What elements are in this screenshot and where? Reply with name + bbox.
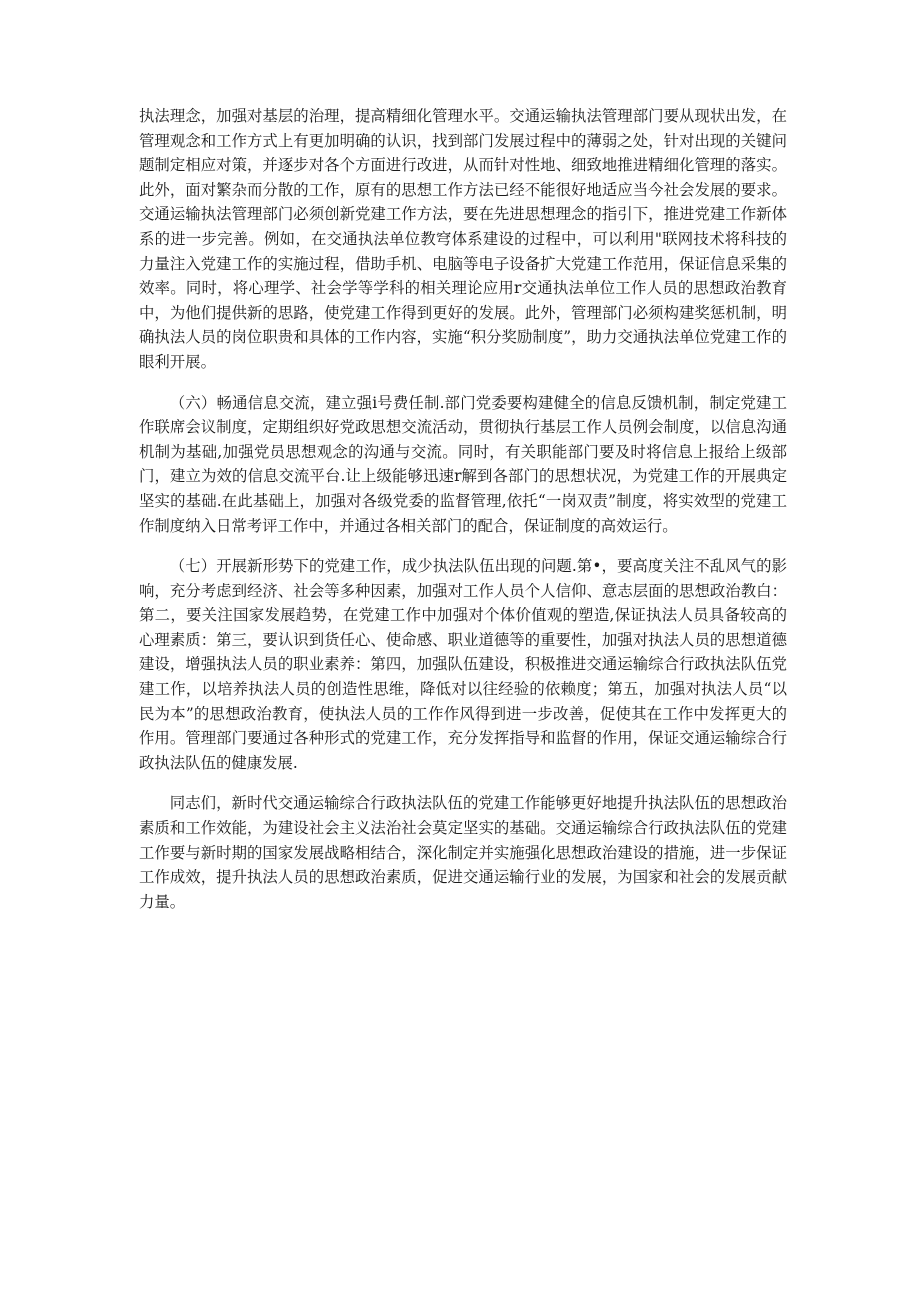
paragraph-4: 同志们，新时代交通运输综合行政执法队伍的党建工作能够更好地提升执法队伍的思想政治素质和工作效能，为建设社会主义法治社会莫定坚实的基础。交通运输综合行政执法队伍的党建工作要与新时期的国家发展战略相结合，深化制定并实施强化思想政治建设的措施，进一步保证工作成效，提升执法人员的思想政治素质，促进交通运输行业的发展，为国家和社会的发展贡献力量。	[139, 794, 787, 911]
paragraph-2: （六）畅通信息交流，建立强i号费任制.部门党委要构建健全的信息反馈机制，制定党建工作联席会议制度，定期组织好党政思想交流活动，贯彻执行基层工作人员例会制度，以信息沟通机制为基础,加强党员思想观念的沟通与交流。同时，有关职能部门要及时将信息上报给上级部门，建立为效的信息交流平台.让上级能够迅速r解到各部门的思想状况，为党建工作的开展典定坚实的基础.在此基础上，加强对各级党委的监督管理,依托“一岗双责”制度，将实效型的党建工作制度纳入日常考评工作中，并通过各相关部门的配合，保证制度的高效运行。	[139, 393, 787, 535]
paragraph-3: （七）开展新形势下的党建工作，成少执法队伍出现的问题.第•，要高度关注不乱风气的影响，充分考虑到经济、社会等多种因素，加强对工作人员个人信仰、意志层面的思想政治教白：第二，要关注国家发展趋势，在党建工作中加强对个体价值观的塑造,保证执法人员具备较高的心理素质：第三，要认识到货任心、使命感、职业道德等的重要性，加强对执法人员的思想道德建设，增强执法人员的职业素养：第四，加强队伍建设，积极推进交通运输综合行政执法队伍党建工作，以培养执法人员的创造性思维，降低对以往经验的依赖度；第五，加强对执法人员“以民为本”的思想政治教育，使执法人员的工作作风得到进一步改善，促使其在工作中发挥更大的作用。管理部门要通过各种形式的党建工作，充分发挥指导和监督的作用，保证交通运输综合行政执法队伍的健康发展.	[139, 557, 787, 772]
paragraph-1: 执法理念，加强对基层的治理，提高精细化管理水平。交通运输执法管理部门要从现状出发，在管理观念和工作方式上有更加明确的认识，找到部门发展过程中的薄弱之处，针对出现的关键问题制定相应对策，并逐步对各个方面进行改进，从而针对性地、细致地推进精细化管理的落实。此外，面对繁杂而分散的工作，原有的思想工作方法已经不能很好地适应当今社会发展的要求。交通运输执法管理部门必须创新党建工作方法，要在先进思想理念的指引下，推进党建工作新体系的进一步完善。例如，在交通执法单位教穹体系建设的过程中，可以利用"联网技术将科技的力量注入党建工作的实施过程，借助手机、电脑等电子设备扩大党建工作范用，保证信息采集的效率。同时，将心理学、社会学等学科的相关理论应用r交通执法单位工作人员的思想政治教育中，为他们提供新的思路，使党建工作得到更好的发展。此外，管理部门必须构建奖惩机制，明确执法人员的岗位职贵和具体的工作内容，实施“积分奖励制度”，助力交通执法单位党建工作的眼利开展。	[139, 107, 787, 371]
document-body	[139, 104, 787, 930]
